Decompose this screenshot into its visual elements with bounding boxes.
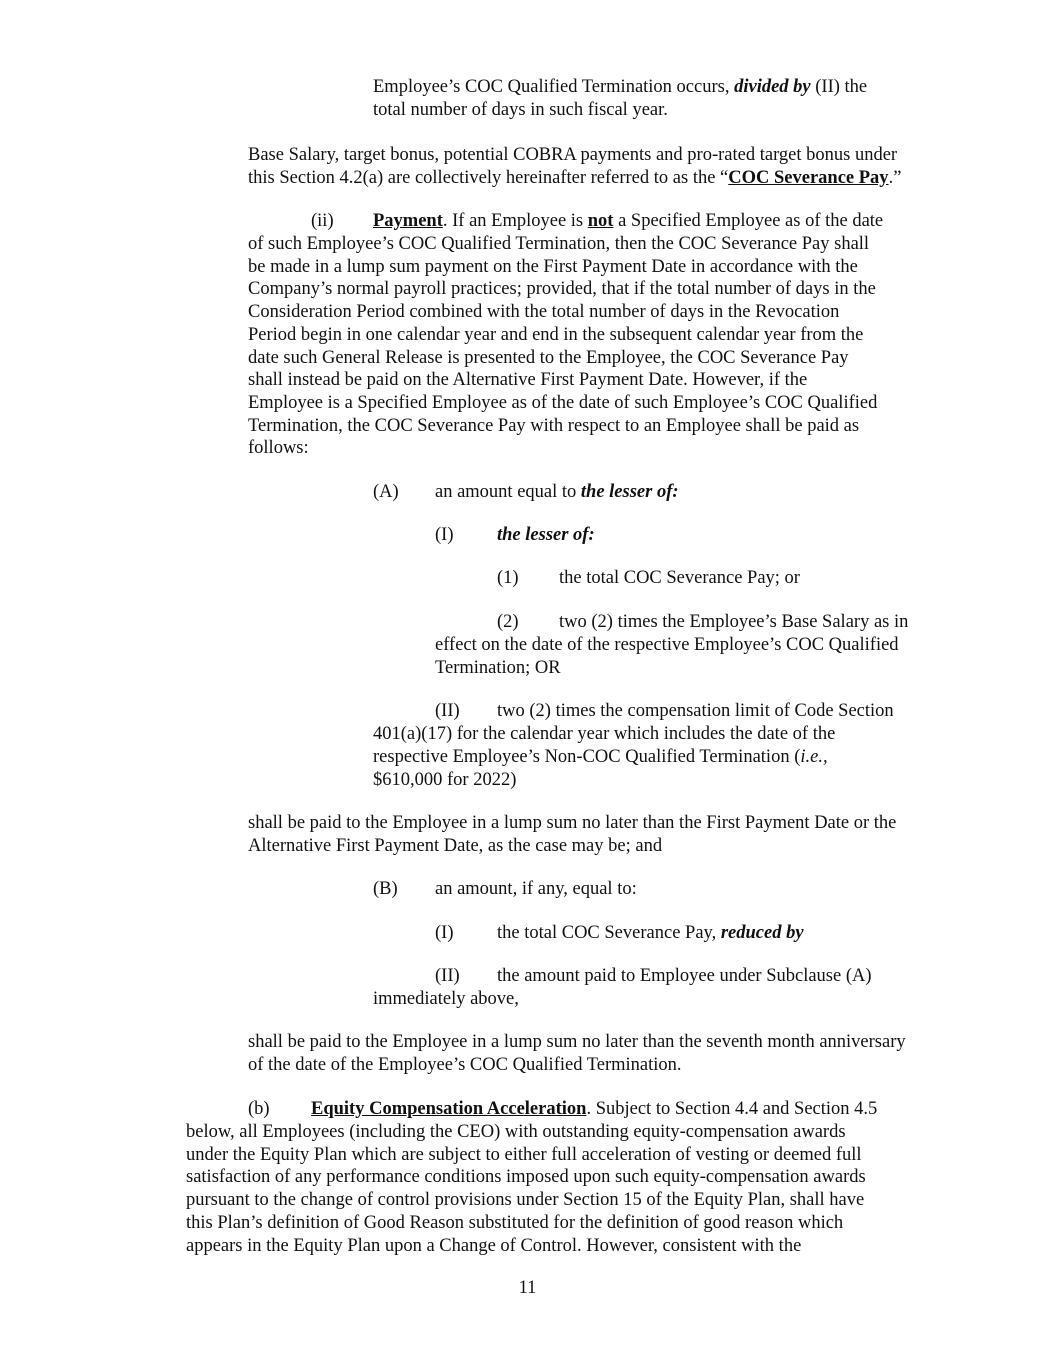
text: . If an Employee is xyxy=(442,211,588,231)
subclause-A-1-text: the total COC Severance Pay; or xyxy=(559,568,800,588)
subclause-B-II-label: (II) xyxy=(435,966,460,986)
subclause-A-I-text: the lesser of: xyxy=(497,525,595,545)
after-B-line-2: of the date of the Employee’s COC Qualified Termination. xyxy=(248,1055,682,1075)
after-A-line-1: shall be paid to the Employee in a lump sum no later than the First Payment Date or the xyxy=(248,813,897,833)
clause-ii-body xyxy=(248,233,877,460)
continuation-line-1 xyxy=(373,76,867,99)
line: Consideration Period combined with the total number of days in the Revocation xyxy=(248,302,840,323)
subclause-A-2-line-1: two (2) times the Employee’s Base Salary as in xyxy=(559,612,909,632)
emphasis: reduced by xyxy=(720,923,804,943)
subclause-A-text xyxy=(435,481,679,504)
subclause-A-II-label: (II) xyxy=(435,701,460,721)
line: Company’s normal payroll practices; provided, that if the total number of days in the xyxy=(248,279,876,300)
line: appears in the Equity Plan upon a Change of Control. However, consistent with the xyxy=(186,1235,802,1256)
summary-line-1: Base Salary, target bonus, potential COBRA payments and pro-rated target bonus under xyxy=(248,145,898,165)
text: Employee’s COC Qualified Termination occurs, xyxy=(373,77,735,97)
emphasis: divided by xyxy=(734,77,811,97)
subclause-A-2-line-3: Termination; OR xyxy=(435,658,561,678)
subclause-B-text: an amount, if any, equal to: xyxy=(435,879,637,899)
section-b-body xyxy=(186,1121,866,1257)
clause-ii-label: (ii) xyxy=(311,211,334,231)
emphasis: the lesser of: xyxy=(580,482,679,502)
line: Period begin in one calendar year and end in the subsequent calendar year from the xyxy=(248,324,864,345)
after-B-line-1: shall be paid to the Employee in a lump sum no later than the seventh month anniversary xyxy=(248,1032,906,1052)
line: be made in a lump sum payment on the First Payment Date in accordance with the xyxy=(248,256,858,277)
subclause-B-label: (B) xyxy=(373,879,398,899)
subclause-A-2-line-2: effect on the date of the respective Employee’s COC Qualified xyxy=(435,635,899,655)
line: Termination, the COC Severance Pay with respect to an Employee shall be paid as xyxy=(248,415,860,436)
line: follows: xyxy=(248,438,309,459)
section-b-heading: Equity Compensation Acceleration xyxy=(311,1099,587,1119)
subclause-B-I-text xyxy=(497,922,804,945)
defined-term: COC Severance Pay xyxy=(728,168,889,188)
subclause-A-2-label: (2) xyxy=(497,612,519,632)
text: . Subject to Section 4.4 and Section 4.5 xyxy=(586,1099,878,1119)
subclause-A-II-line-2: 401(a)(17) for the calendar year which includes the date of the xyxy=(373,724,836,744)
emphasis-not: not xyxy=(587,211,614,231)
line: under the Equity Plan which are subject to either full acceleration of vesting or deemed full xyxy=(186,1144,862,1165)
text: respective Employee’s Non-COC Qualified Termination ( xyxy=(373,747,801,767)
subclause-A-label: (A) xyxy=(373,482,399,502)
subclause-A-1-label: (1) xyxy=(497,568,519,588)
continuation-line-2: total number of days in such fiscal year. xyxy=(373,100,668,120)
page-number: 11 xyxy=(518,1278,537,1298)
subclause-A-II-line-1: two (2) times the compensation limit of Code Section xyxy=(497,701,894,721)
line: date such General Release is presented to the Employee, the COC Severance Pay xyxy=(248,347,849,368)
text: this Section 4.2(a) are collectively hereinafter referred to as the “ xyxy=(248,168,729,188)
text: the total COC Severance Pay, xyxy=(497,923,721,943)
text: (II) the xyxy=(810,77,868,97)
subclause-A-II-line-4: $610,000 for 2022) xyxy=(373,770,517,790)
line: satisfaction of any performance conditions imposed upon such equity-compensation awards xyxy=(186,1167,866,1188)
summary-line-2 xyxy=(248,167,901,190)
after-A-line-2: Alternative First Payment Date, as the case may be; and xyxy=(248,836,663,856)
line: of such Employee’s COC Qualified Termination, then the COC Severance Pay shall xyxy=(248,234,870,254)
text: an amount equal to xyxy=(435,482,581,502)
text: .” xyxy=(888,168,902,188)
clause-ii-first-line xyxy=(373,210,883,233)
emphasis: i.e., xyxy=(800,747,828,767)
text: a Specified Employee as of the date xyxy=(613,211,884,231)
line: below, all Employees (including the CEO) with outstanding equity-compensation awards xyxy=(186,1122,846,1142)
clause-ii-heading: Payment xyxy=(373,211,443,231)
subclause-B-II-line-1: the amount paid to Employee under Subclause (A) xyxy=(497,966,872,986)
line: pursuant to the change of control provisions under Section 15 of the Equity Plan, shall have xyxy=(186,1190,865,1211)
subclause-A-II-line-3 xyxy=(373,746,828,769)
section-b-first-line xyxy=(311,1098,877,1121)
line: shall instead be paid on the Alternative First Payment Date. However, if the xyxy=(248,370,808,391)
subclause-B-II-line-2: immediately above, xyxy=(373,989,519,1009)
line: this Plan’s definition of Good Reason substituted for the definition of good reason which xyxy=(186,1212,844,1233)
line: Employee is a Specified Employee as of the date of such Employee’s COC Qualified xyxy=(248,392,878,413)
subclause-A-I-label: (I) xyxy=(435,525,454,545)
section-b-label: (b) xyxy=(248,1099,270,1119)
subclause-B-I-label: (I) xyxy=(435,923,454,943)
